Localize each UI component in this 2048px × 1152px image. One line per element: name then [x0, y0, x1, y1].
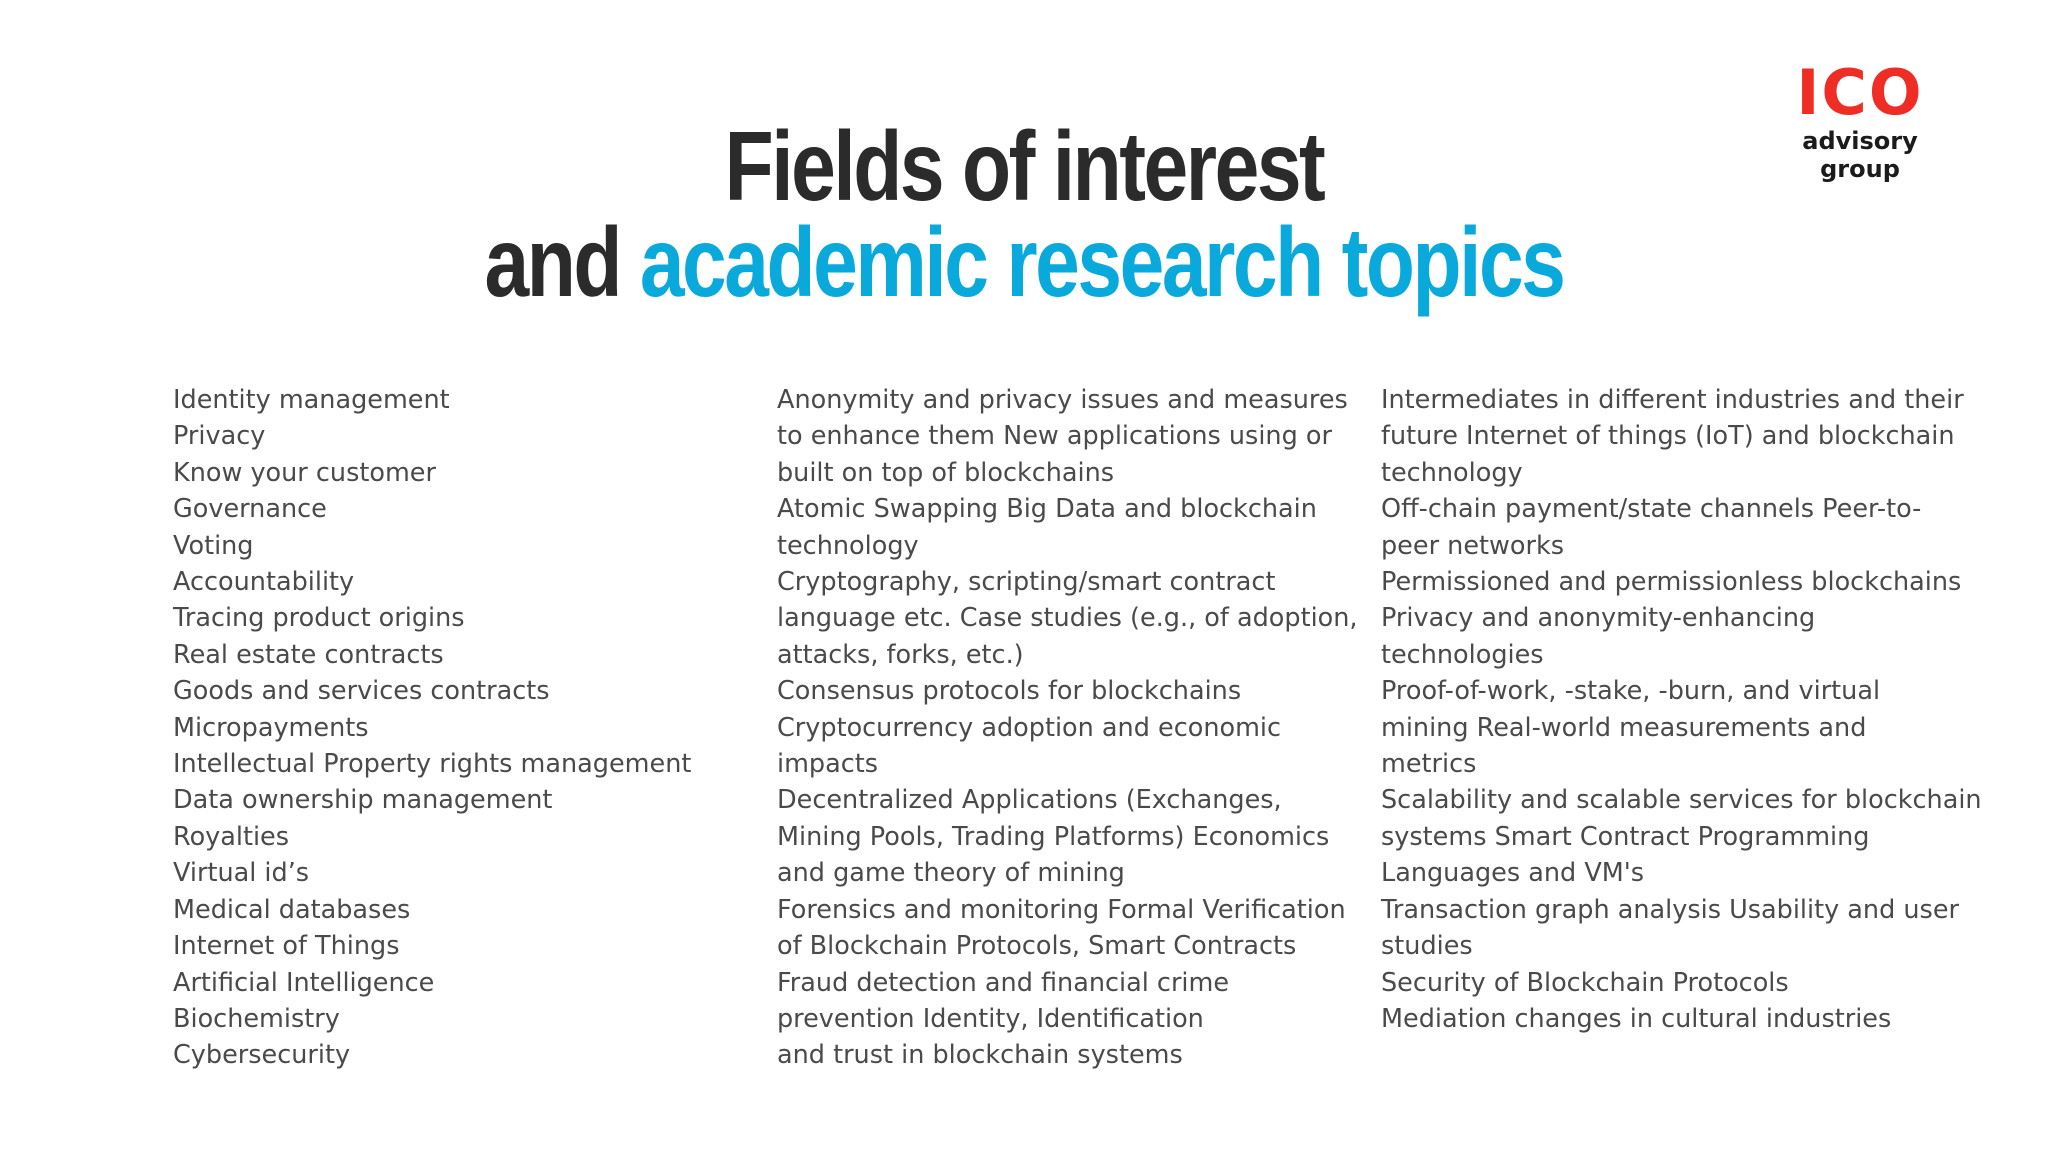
- list-item: Forensics and monitoring Formal Verification: [777, 894, 1346, 925]
- list-item: Identity management: [173, 385, 450, 415]
- list-item: Real estate contracts: [173, 639, 444, 670]
- list-item: Languages and VM's: [1381, 858, 1645, 889]
- list-item: Internet of Things: [173, 931, 400, 962]
- list-item: Data ownership management: [173, 785, 553, 816]
- logo-subtitle-line1: advisory: [1802, 127, 1918, 155]
- research-topics-list-1: [777, 382, 1358, 1074]
- topics-columns: [0, 382, 2048, 1082]
- list-item: Voting: [173, 530, 254, 561]
- logo-subtitle-line2: group: [1820, 155, 1900, 183]
- list-item: built on top of blockchains: [777, 457, 1115, 488]
- title-line-2-dark: and: [484, 207, 620, 317]
- list-item: Privacy and anonymity-enhancing: [1381, 603, 1816, 634]
- list-item: Decentralized Applications (Exchanges,: [777, 785, 1282, 816]
- list-item: Virtual id’s: [173, 858, 310, 889]
- slide-title: [0, 111, 2048, 317]
- list-item: Governance: [173, 494, 327, 525]
- list-item: prevention Identity, Identification: [777, 1003, 1204, 1034]
- list-item: Accountability: [173, 567, 355, 598]
- list-item: Goods and services contracts: [173, 676, 550, 707]
- list-item: Permissioned and permissionless blockchains: [1381, 567, 1962, 598]
- list-item: attacks, forks, etc.): [777, 639, 1024, 670]
- list-item: technology: [1381, 457, 1523, 488]
- list-item: Micropayments: [173, 712, 369, 743]
- list-item: technology: [777, 530, 919, 561]
- list-item: Tracing product origins: [173, 603, 465, 634]
- fields-of-interest-list: [173, 382, 793, 1074]
- list-item: impacts: [777, 749, 879, 780]
- list-item: Intermediates in different industries and their: [1381, 385, 1964, 415]
- research-topics-list-2: [1381, 382, 1981, 1037]
- list-item: and game theory of mining: [777, 858, 1125, 889]
- list-item: to enhance them New applications using or: [777, 421, 1332, 452]
- list-item: Transaction graph analysis Usability and user: [1381, 894, 1959, 925]
- list-item: studies: [1381, 931, 1473, 962]
- list-item: Atomic Swapping Big Data and blockchain: [777, 494, 1317, 525]
- list-item: Mediation changes in cultural industries: [1381, 1003, 1892, 1034]
- list-item: Artificial Intelligence: [173, 967, 435, 998]
- list-item: Know your customer: [173, 457, 436, 488]
- list-item: future Internet of things (IoT) and blockchain: [1381, 421, 1955, 452]
- list-item: Intellectual Property rights management: [173, 749, 692, 780]
- list-item: Cryptocurrency adoption and economic: [777, 712, 1282, 743]
- list-item: Cybersecurity: [173, 1040, 351, 1071]
- list-item: Scalability and scalable services for blockchain: [1381, 785, 1982, 816]
- list-item: Cryptography, scripting/smart contract: [777, 567, 1276, 598]
- list-item: systems Smart Contract Programming: [1381, 821, 1870, 852]
- list-item: of Blockchain Protocols, Smart Contracts: [777, 931, 1297, 962]
- list-item: Privacy: [173, 421, 266, 452]
- logo-brand: ICO: [1796, 56, 1924, 129]
- list-item: language etc. Case studies (e.g., of adoption,: [777, 603, 1358, 634]
- list-item: Off-chain payment/state channels Peer-to-: [1381, 494, 1922, 525]
- list-item: and trust in blockchain systems: [777, 1040, 1183, 1071]
- list-item: Medical databases: [173, 894, 411, 925]
- list-item: peer networks: [1381, 530, 1564, 561]
- list-item: mining Real-world measurements and: [1381, 712, 1867, 743]
- list-item: Proof-of-work, -stake, -burn, and virtual: [1381, 676, 1881, 707]
- list-item: metrics: [1381, 749, 1477, 780]
- title-line-1: Fields of interest: [724, 111, 1324, 221]
- title-line-2-accent: academic research topics: [639, 207, 1564, 317]
- list-item: Royalties: [173, 821, 290, 852]
- list-item: Security of Blockchain Protocols: [1381, 967, 1789, 998]
- list-item: Mining Pools, Trading Platforms) Economics: [777, 821, 1330, 852]
- list-item: Anonymity and privacy issues and measures: [777, 385, 1348, 415]
- list-item: technologies: [1381, 639, 1544, 670]
- list-item: Consensus protocols for blockchains: [777, 676, 1242, 707]
- list-item: Biochemistry: [173, 1003, 340, 1034]
- list-item: Fraud detection and financial crime: [777, 967, 1230, 998]
- title-line-2: [184, 207, 1863, 317]
